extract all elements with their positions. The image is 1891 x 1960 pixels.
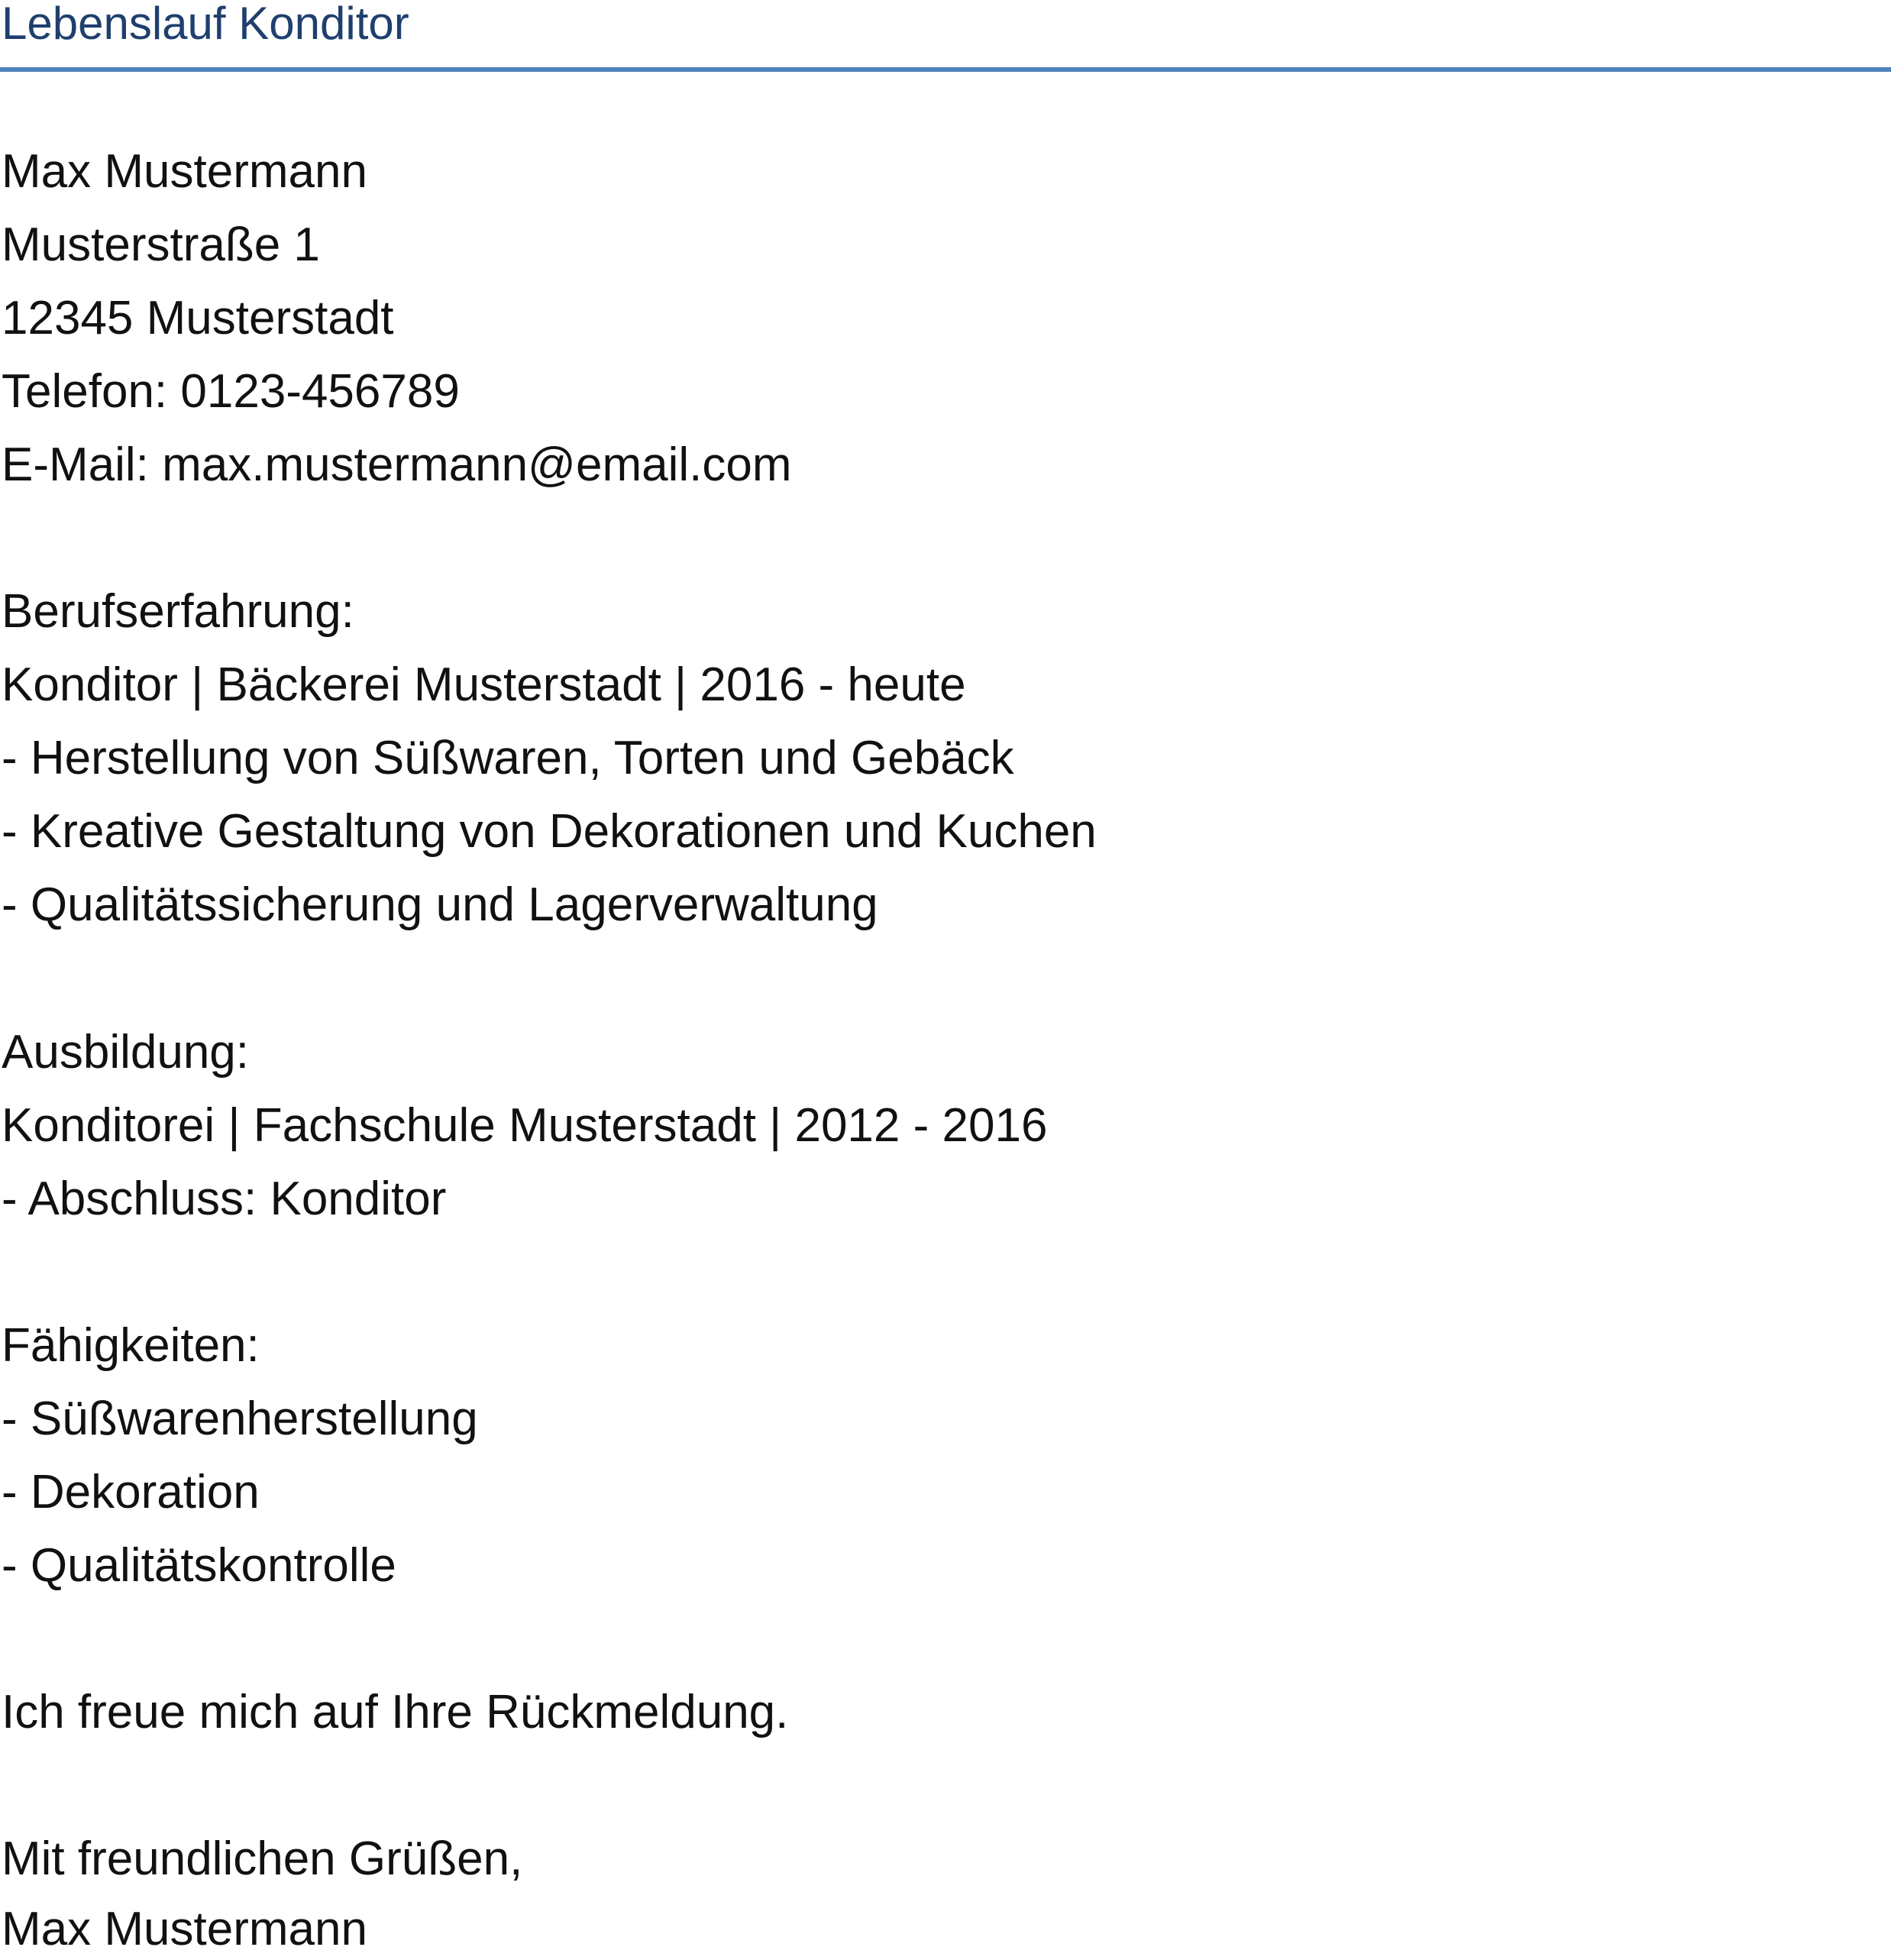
education-heading: Ausbildung: [2,1026,250,1079]
title-underline [0,67,1891,72]
contact-email: E-Mail: max.mustermann@email.com [2,438,792,491]
closing-text: Ich freue mich auf Ihre Rückmeldung. [2,1686,789,1738]
experience-bullet: - Kreative Gestaltung von Dekorationen und Kuchen [2,805,1097,858]
contact-city: 12345 Musterstadt [2,292,394,344]
skills-bullet: - Dekoration [2,1466,260,1519]
experience-bullet: - Herstellung von Süßwaren, Torten und Gebäck [2,732,1014,784]
signature-name: Max Mustermann [2,1903,367,1955]
contact-phone: Telefon: 0123-456789 [2,365,460,418]
experience-bullet: - Qualitätssicherung und Lagerverwaltung [2,878,878,931]
education-bullet: - Abschluss: Konditor [2,1172,447,1225]
contact-name: Max Mustermann [2,145,367,198]
document-title: Lebenslauf Konditor [2,0,409,49]
experience-heading: Berufserfahrung: [2,585,354,638]
skills-heading: Fähigkeiten: [2,1319,260,1372]
skills-bullet: - Süßwarenherstellung [2,1392,478,1445]
greeting-text: Mit freundlichen Grüßen, [2,1832,523,1885]
experience-entry: Konditor | Bäckerei Musterstadt | 2016 - heute [2,658,966,711]
education-entry: Konditorei | Fachschule Musterstadt | 2012 - 2016 [2,1099,1048,1152]
contact-street: Musterstraße 1 [2,218,320,271]
skills-bullet: - Qualitätskontrolle [2,1539,396,1592]
